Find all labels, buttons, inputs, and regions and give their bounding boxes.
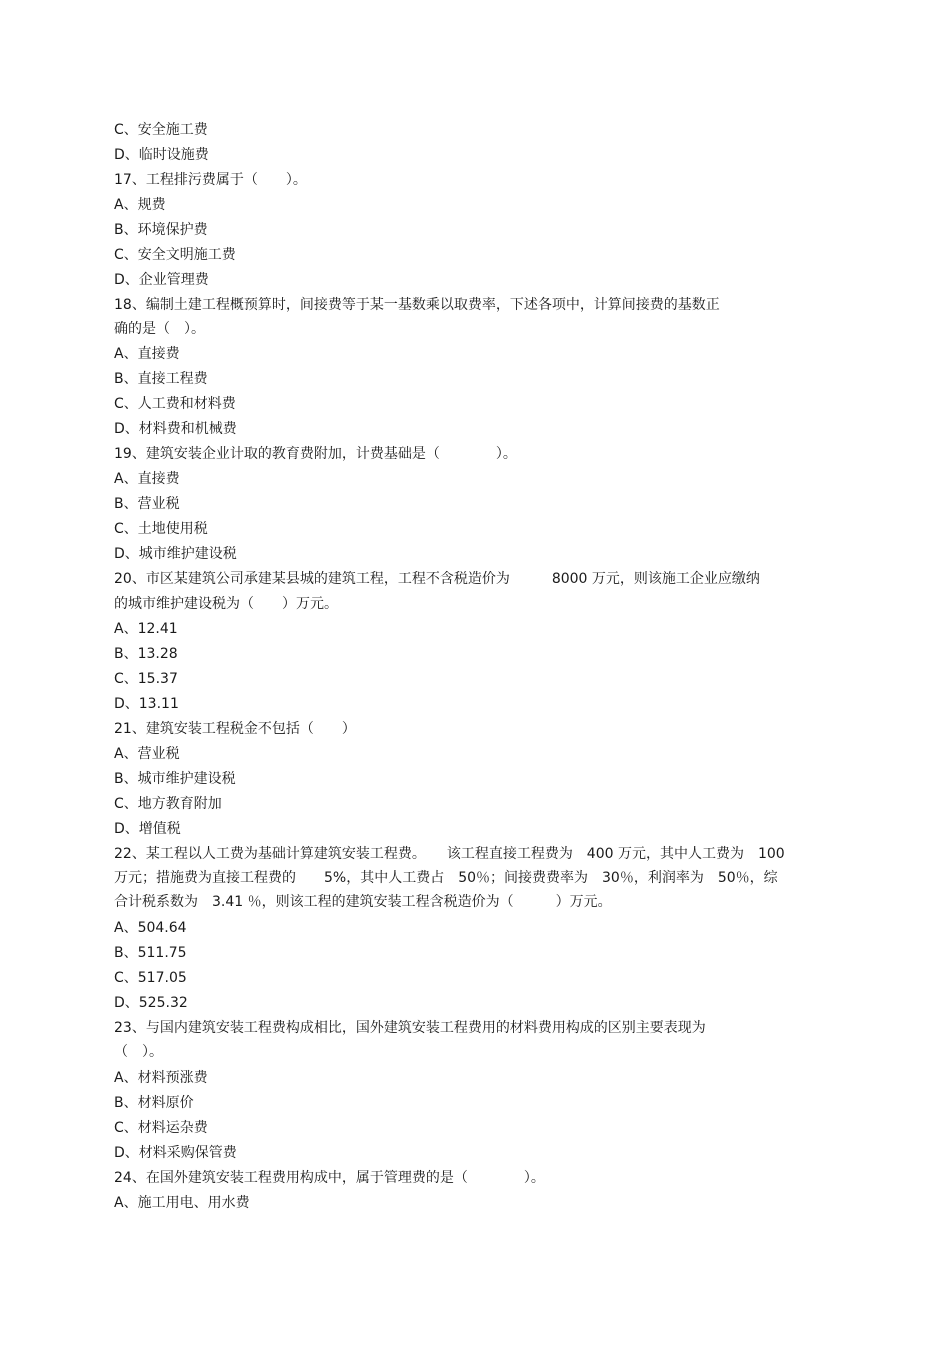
text-line: （ ）。 [114, 1044, 163, 1060]
text-line: C、安全施工费 [114, 122, 208, 138]
text-line: C、人工费和材料费 [114, 396, 236, 412]
text-line: 23、与国内建筑安装工程费构成相比，国外建筑安装工程费用的材料费用构成的区别主要表现为 [114, 1020, 706, 1036]
text-line: 24、在国外建筑安装工程费用构成中，属于管理费的是（ ）。 [114, 1170, 545, 1186]
text-line: 合计税系数为 3.41 ％，则该工程的建筑安装工程含税造价为（ ）万元。 [114, 894, 612, 910]
text-line: A、12.41 [114, 621, 178, 637]
text-line: 21、建筑安装工程税金不包括（ ） [114, 721, 356, 737]
text-line: C、地方教育附加 [114, 796, 222, 812]
text-line: 22、某工程以人工费为基础计算建筑安装工程费。 该工程直接工程费为 400 万元，其中人工费为 100 [114, 846, 785, 862]
text-line: C、安全文明施工费 [114, 247, 236, 263]
text-line: A、施工用电、用水费 [114, 1195, 250, 1211]
text-line: C、517.05 [114, 970, 187, 986]
text-line: D、增值税 [114, 821, 181, 837]
text-line: D、13.11 [114, 696, 179, 712]
text-line: 20、市区某建筑公司承建某县城的建筑工程，工程不含税造价为 8000 万元，则该施工企业应缴纳 [114, 571, 760, 587]
text-line: 19、建筑安装企业计取的教育费附加，计费基础是（ ）。 [114, 446, 517, 462]
text-line: 万元；措施费为直接工程费的 5%，其中人工费占 50％；间接费费率为 30％，利润率为 50％，综 [114, 870, 778, 886]
text-line: D、材料采购保管费 [114, 1145, 237, 1161]
text-line: B、13.28 [114, 646, 178, 662]
text-line: 的城市维护建设税为（ ）万元。 [114, 596, 338, 612]
text-line: A、规费 [114, 197, 166, 213]
text-line: C、材料运杂费 [114, 1120, 208, 1136]
text-line: D、材料费和机械费 [114, 421, 237, 437]
text-line: 18、编制土建工程概预算时，间接费等于某一基数乘以取费率，下述各项中，计算间接费的基数正 [114, 297, 720, 313]
text-line: 确的是（ ）。 [114, 321, 205, 337]
text-line: C、15.37 [114, 671, 178, 687]
text-line: D、城市维护建设税 [114, 546, 237, 562]
text-line: D、525.32 [114, 995, 188, 1011]
text-line: 17、工程排污费属于（ ）。 [114, 172, 307, 188]
text-line: D、临时设施费 [114, 147, 209, 163]
text-line: B、直接工程费 [114, 371, 208, 387]
text-line: B、材料原价 [114, 1095, 194, 1111]
text-line: A、直接费 [114, 471, 180, 487]
text-line: B、营业税 [114, 496, 180, 512]
text-line: A、营业税 [114, 746, 180, 762]
text-line: B、城市维护建设税 [114, 771, 236, 787]
text-line: B、511.75 [114, 945, 187, 961]
text-line: A、直接费 [114, 346, 180, 362]
text-line: A、504.64 [114, 920, 187, 936]
text-line: C、土地使用税 [114, 521, 208, 537]
text-line: D、企业管理费 [114, 272, 209, 288]
text-line: A、材料预涨费 [114, 1070, 208, 1086]
text-line: B、环境保护费 [114, 222, 208, 238]
